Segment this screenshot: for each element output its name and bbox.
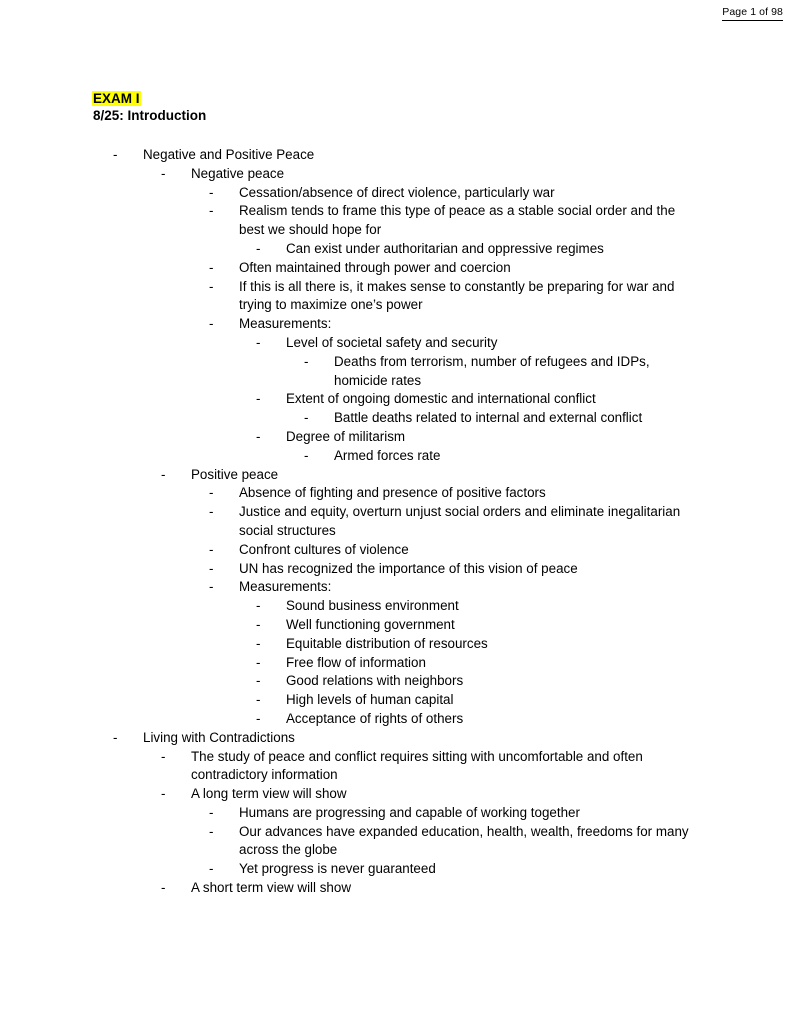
bullet-dash-icon: -	[304, 447, 309, 463]
outline-item	[209, 823, 702, 861]
outline-item	[256, 710, 702, 729]
outline-item	[256, 672, 702, 691]
bullet-dash-icon: -	[209, 861, 214, 877]
outline-item-text: Our advances have expanded education, health, wealth, freedoms for many across the globe	[239, 823, 689, 858]
outline-item-text: High levels of human capital	[286, 692, 454, 708]
bullet-dash-icon: -	[256, 598, 261, 614]
outline-item	[304, 409, 702, 428]
outline-item-text: A short term view will show	[191, 880, 351, 896]
outline-item-text: Absence of fighting and presence of positive factors	[239, 485, 546, 501]
outline-item	[209, 184, 702, 203]
outline-item-text: Realism tends to frame this type of peace as a stable social order and the best we should hope for	[239, 203, 676, 238]
outline-item	[161, 748, 702, 786]
bullet-dash-icon: -	[113, 729, 118, 745]
outline-item-text: If this is all there is, it makes sense to constantly be preparing for war and trying to maximize one’s power	[239, 278, 675, 313]
outline-item	[256, 654, 702, 673]
outline-item	[209, 560, 702, 579]
bullet-dash-icon: -	[256, 391, 261, 407]
outline-item-text: Measurements:	[239, 316, 332, 332]
bullet-dash-icon: -	[161, 786, 166, 802]
bullet-dash-icon: -	[161, 748, 166, 764]
bullet-dash-icon: -	[209, 823, 214, 839]
outline-item	[209, 202, 702, 240]
bullet-dash-icon: -	[209, 203, 214, 219]
bullet-dash-icon: -	[209, 184, 214, 200]
bullet-dash-icon: -	[209, 579, 214, 595]
bullet-dash-icon: -	[256, 334, 261, 350]
outline-item-text: Battle deaths related to internal and external conflict	[334, 410, 643, 426]
outline-item-text: Often maintained through power and coercion	[239, 259, 511, 275]
outline-item	[209, 315, 702, 334]
outline-item-text: Armed forces rate	[334, 447, 441, 463]
outline-item-text: Confront cultures of violence	[239, 541, 409, 557]
outline-item	[209, 484, 702, 503]
bullet-dash-icon: -	[209, 278, 214, 294]
bullet-dash-icon: -	[209, 316, 214, 332]
outline-item	[209, 541, 702, 560]
bullet-dash-icon: -	[209, 485, 214, 501]
outline-item-text: Good relations with neighbors	[286, 673, 464, 689]
exam-heading	[92, 90, 702, 107]
outline-item-text: Equitable distribution of resources	[286, 635, 488, 651]
outline-item-text: Positive peace	[191, 466, 279, 482]
bullet-dash-icon: -	[113, 147, 118, 162]
outline-item	[209, 259, 702, 278]
bullet-dash-icon: -	[256, 616, 261, 632]
bullet-dash-icon: -	[256, 673, 261, 689]
outline-item	[256, 334, 702, 353]
outline-item-text: Living with Contradictions	[143, 729, 295, 745]
bullet-dash-icon: -	[256, 692, 261, 708]
bullet-dash-icon: -	[256, 654, 261, 670]
outline-item-text: A long term view will show	[191, 786, 347, 802]
outline-item-text: UN has recognized the importance of this vision of peace	[239, 560, 578, 576]
bullet-dash-icon: -	[256, 635, 261, 651]
page-header	[722, 6, 783, 21]
bullet-dash-icon: -	[209, 541, 214, 557]
outline-item-text: Measurements:	[239, 579, 332, 595]
outline-item	[113, 146, 702, 165]
outline-item	[256, 390, 702, 409]
outline-item	[256, 635, 702, 654]
outline-item-text: Well functioning government	[286, 616, 455, 632]
document-body	[92, 90, 702, 898]
outline-item-text: Cessation/absence of direct violence, particularly war	[239, 184, 555, 200]
bullet-dash-icon: -	[256, 710, 261, 726]
outline-item-text: Free flow of information	[286, 654, 426, 670]
bullet-dash-icon: -	[304, 353, 309, 369]
lecture-date-heading: 8/25: Introduction	[93, 108, 207, 123]
outline-item-text: Extent of ongoing domestic and international conflict	[286, 391, 596, 407]
outline-item	[209, 278, 702, 316]
outline-item-text: Sound business environment	[286, 598, 459, 614]
outline-item	[256, 240, 702, 259]
outline-item	[256, 597, 702, 616]
bullet-dash-icon: -	[209, 560, 214, 576]
page-number-label: Page 1 of 98	[722, 6, 783, 21]
outline-item-text: Degree of militarism	[286, 428, 406, 444]
bullet-dash-icon: -	[161, 466, 166, 482]
outline-item-text: Negative peace	[191, 165, 285, 181]
outline-item	[113, 729, 702, 748]
bullet-dash-icon: -	[209, 504, 214, 520]
bullet-dash-icon: -	[161, 880, 166, 896]
outline-item-text: The study of peace and conflict requires sitting with uncomfortable and often contradictory information	[191, 748, 643, 783]
outline-item	[161, 165, 702, 184]
outline-item	[209, 578, 702, 597]
bullet-dash-icon: -	[209, 804, 214, 820]
outline-item	[161, 785, 702, 804]
outline-item-text: Acceptance of rights of others	[286, 710, 464, 726]
outline-item	[209, 503, 702, 541]
outline-list	[92, 146, 702, 898]
outline-item	[304, 447, 702, 466]
outline-item-text: Negative and Positive Peace	[143, 147, 315, 162]
bullet-dash-icon: -	[161, 165, 166, 181]
outline-item	[209, 804, 702, 823]
outline-item	[304, 353, 702, 391]
outline-item-text: Yet progress is never guaranteed	[239, 861, 436, 877]
outline-item-text: Deaths from terrorism, number of refugees and IDPs, homicide rates	[334, 353, 650, 388]
outline-item	[256, 428, 702, 447]
outline-item	[161, 466, 702, 485]
outline-item-text: Can exist under authoritarian and oppressive regimes	[286, 240, 604, 256]
bullet-dash-icon: -	[256, 428, 261, 444]
outline-item	[161, 879, 702, 898]
exam-heading-highlight: EXAM I	[93, 91, 140, 106]
bullet-dash-icon: -	[209, 259, 214, 275]
outline-item	[209, 860, 702, 879]
outline-item	[256, 691, 702, 710]
outline-item	[256, 616, 702, 635]
outline-item-text: Humans are progressing and capable of working together	[239, 804, 580, 820]
outline-item-text: Level of societal safety and security	[286, 334, 498, 350]
bullet-dash-icon: -	[256, 240, 261, 256]
outline-item-text: Justice and equity, overturn unjust social orders and eliminate inegalitarian social structures	[239, 504, 681, 538]
bullet-dash-icon: -	[304, 410, 309, 426]
